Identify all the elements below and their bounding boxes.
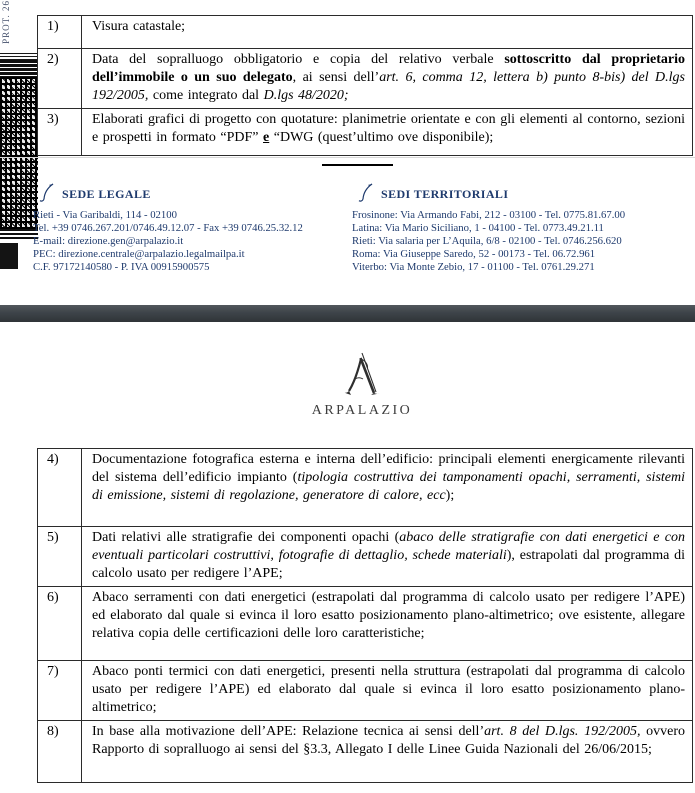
hook-flourish-icon <box>357 182 374 202</box>
table-row <box>38 449 693 527</box>
barcode-black-block <box>0 243 18 269</box>
page-edge-hairline <box>0 157 695 158</box>
table-row <box>38 721 693 783</box>
table-row <box>38 16 693 49</box>
address-line: Latina: Via Mario Siciliano, 1 - 04100 - Tel. 0773.49.21.11 <box>352 222 604 234</box>
row-number: 4) <box>38 449 82 527</box>
page-gap-bar <box>0 305 695 322</box>
arpalazio-logo-icon <box>341 352 383 401</box>
address-line: Frosinone: Via Armando Fabi, 212 - 03100 - Tel. 0775.81.67.00 <box>352 209 626 221</box>
footer-sedi-territoriali <box>352 178 695 274</box>
address-line: Roma: Via Giuseppe Saredo, 52 - 00173 - Tel. 06.72.961 <box>352 248 596 260</box>
row-number: 7) <box>38 661 82 721</box>
row-number: 5) <box>38 527 82 587</box>
address-line: Rieti - Via Garibaldi, 114 - 02100 <box>33 209 177 221</box>
address-line: Tel. +39 0746.267.201/0746.49.12.07 - Fax +39 0746.25.32.12 <box>33 222 303 234</box>
checklist-table-items-1-3 <box>37 15 693 156</box>
footnote-separator-rule <box>322 164 393 166</box>
checklist-table-items-4-8 <box>37 448 693 783</box>
address-line: Rieti: Via salaria per L’Aquila, 6/8 - 02100 - Tel. 0746.256.620 <box>352 235 622 247</box>
table-row <box>38 49 693 109</box>
row-text: Data del sopralluogo obbligatorio e copia del relativo verbale sottoscritto dal proprietario dell’immobile o un suo delegato, ai sensi dell’art. 6, comma 12, lettera b) punto 8-bis) del D.lgs 192/2005, come integrato dal D.lgs 48/2020; <box>82 49 693 109</box>
row-number: 1) <box>38 16 82 49</box>
protocol-stamp-text: PROT. 26 <box>1 0 11 44</box>
barcode-dense-band <box>0 60 38 77</box>
barcode-start-lines <box>0 53 38 60</box>
row-text: In base alla motivazione dell’APE: Relazione tecnica ai sensi dell’art. 8 del D.lgs. 192/2005, ovvero Rapporto di sopralluogo ai sensi del §3.3, Allegato I delle Linee Guida Nazionali del 26/06/2015; <box>82 721 693 783</box>
table-row <box>38 527 693 587</box>
row-number: 2) <box>38 49 82 109</box>
address-line: PEC: direzione.centrale@arpalazio.legalmailpa.it <box>33 248 245 260</box>
footer-sede-legale <box>33 178 338 274</box>
row-text: Dati relativi alle stratigrafie dei componenti opachi (abaco delle stratigrafie con dati energetici e con eventuali particolari costruttivi, fotografie di dettaglio, schede materiali), estrapolati dal programma di calcolo usato per redigere l’APE; <box>82 527 693 587</box>
footer-section-title: SEDI TERRITORIALI <box>381 187 509 201</box>
row-number: 8) <box>38 721 82 783</box>
row-number: 6) <box>38 587 82 661</box>
table-row <box>38 661 693 721</box>
row-text: Visura catastale; <box>82 16 693 49</box>
arpalazio-logo <box>262 352 462 419</box>
address-line: Viterbo: Via Monte Zebio, 17 - 01100 - Tel. 0761.29.271 <box>352 261 595 273</box>
table-row <box>38 587 693 661</box>
address-line: E-mail: direzione.gen@arpalazio.it <box>33 235 184 247</box>
arpalazio-logo-wordmark: ARPALAZIO <box>311 403 413 418</box>
row-text: Abaco ponti termici con dati energetici, presenti nella struttura (estrapolati dal programma di calcolo usato per redigere l’APE) ed elaborato dal quale si evinca il loro esatto posizionamento plano-altimetrico; <box>82 661 693 721</box>
row-text: Documentazione fotografica esterna e interna dell’edificio: principali elementi energicamente rilevanti del sistema dell’edificio impianto (tipologia costruttiva dei tamponamenti opachi, serramenti, sistemi di emissione, sistemi di regolazione, generatore di calore, ecc); <box>82 449 693 527</box>
row-number: 3) <box>38 109 82 156</box>
footer-section-title: SEDE LEGALE <box>62 187 151 201</box>
hook-flourish-icon <box>38 182 55 202</box>
row-text: Abaco serramenti con dati energetici (estrapolati dal programma di calcolo usato per redigere l’APE) ed elaborato dal quale si evinca il loro esatto posizionamento plano-altimetrico; ove esistente, allegare relativa copia delle certificazioni delle loro caratteristiche; <box>82 587 693 661</box>
row-text: Elaborati grafici di progetto con quotature: planimetrie orientate e con gli elementi al contorno, sezioni e prospetti in formato “PDF” e “DWG (quest’ultimo ove disponibile); <box>82 109 693 156</box>
table-row <box>38 109 693 156</box>
address-line: C.F. 97172140580 - P. IVA 00915900575 <box>33 261 210 273</box>
